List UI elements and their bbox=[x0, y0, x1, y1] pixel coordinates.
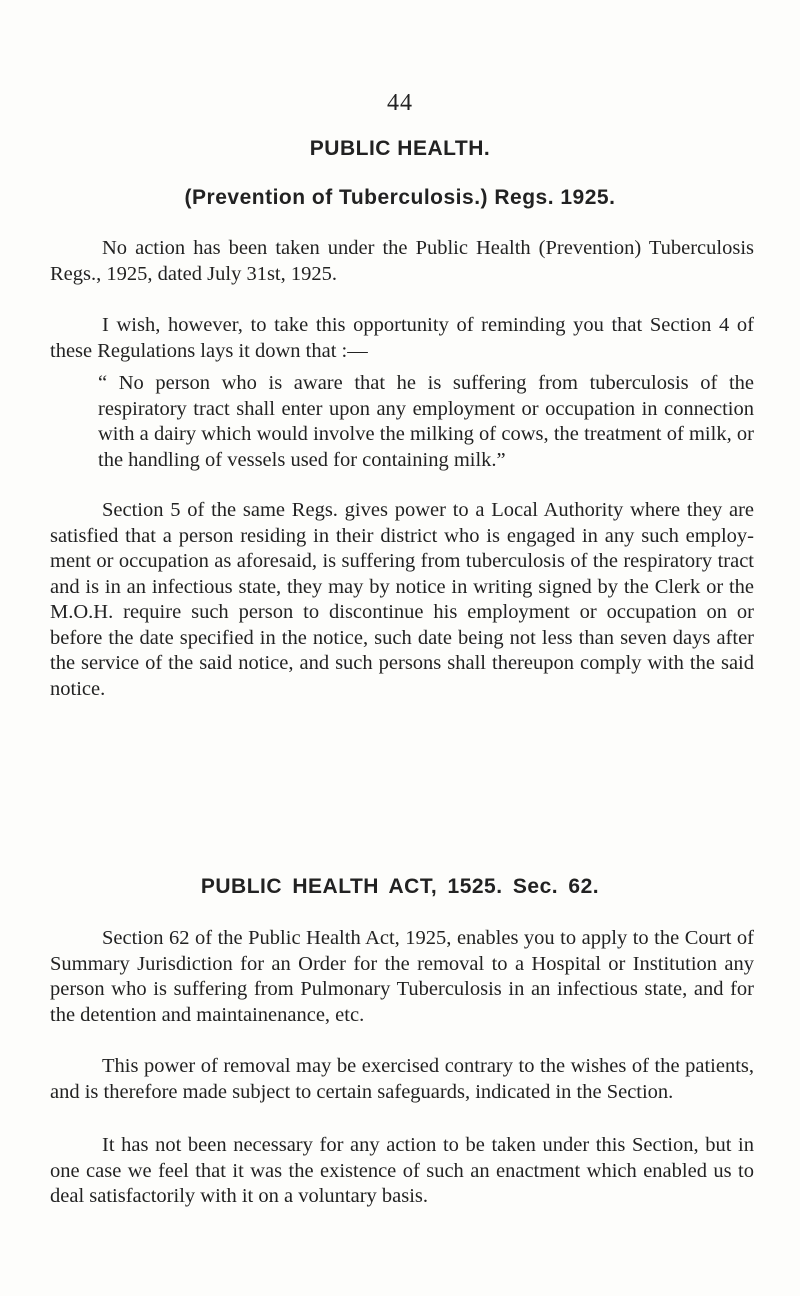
paragraph-section-5-powers: Section 5 of the same Regs. gives power to a Local Authority where they are satisfied that a person residing in their district who is engaged in any such employ- ment or occupation as aforesaid, is suffering from tuberculosis of the respiratory tract and is in an infectious state, they may by notice in writing signed by the Clerk or the M.O.H. require such person to discontinue his employment or occupation on or before the date specified in the notice, such date being not less than seven days after the service of the said notice, and such persons shall thereupon comply with the said notice. bbox=[50, 499, 754, 700]
paragraph-power-of-removal: This power of removal may be exercised contrary to the wishes of the patients, and is therefore made subject to certain safeguards, indicated in the Section. bbox=[50, 1055, 754, 1103]
section-subtitle-prevention-of-tuberculosis: (Prevention of Tuberculosis.) Regs. 1925. bbox=[184, 186, 616, 209]
paragraph-no-action-necessary: It has not been necessary for any action to be taken under this Section, but in one case we feel that it was the existence of such an enactment which enabled us to deal satisfactorily with it on a voluntary basis. bbox=[50, 1134, 754, 1207]
page-number: 44 bbox=[387, 90, 413, 116]
section-title-public-health: PUBLIC HEALTH. bbox=[309, 137, 491, 160]
paragraph-section-62-removal: Section 62 of the Public Health Act, 1925, enables you to apply to the Court of Summary Jurisdiction for an Order for the removal to a Hospital or Institution any person who is suffering from Pulmonary Tuberculosis in an infectious state, and for the detention and maintainenance, etc. bbox=[50, 927, 754, 1026]
paragraph-no-action-taken: No action has been taken under the Public Health (Prevention) Tuberculosis Regs., 1925, dated July 31st, 1925. bbox=[50, 237, 754, 285]
section-title-public-health-act: PUBLIC HEALTH ACT, 1525. Sec. 62. bbox=[200, 875, 600, 898]
paragraph-reminder-section-4: I wish, however, to take this opportunity of reminding you that Section 4 of these Regulations lays it down that :— bbox=[50, 314, 754, 362]
quoted-regulation-section-4: “ No person who is aware that he is suffering from tuberculosis of the respiratory tract shall enter upon any employment or occupation in connection with a dairy which would involve the milking of cows, the treatment of milk, or the handling of vessels used for containing milk.” bbox=[98, 372, 754, 471]
